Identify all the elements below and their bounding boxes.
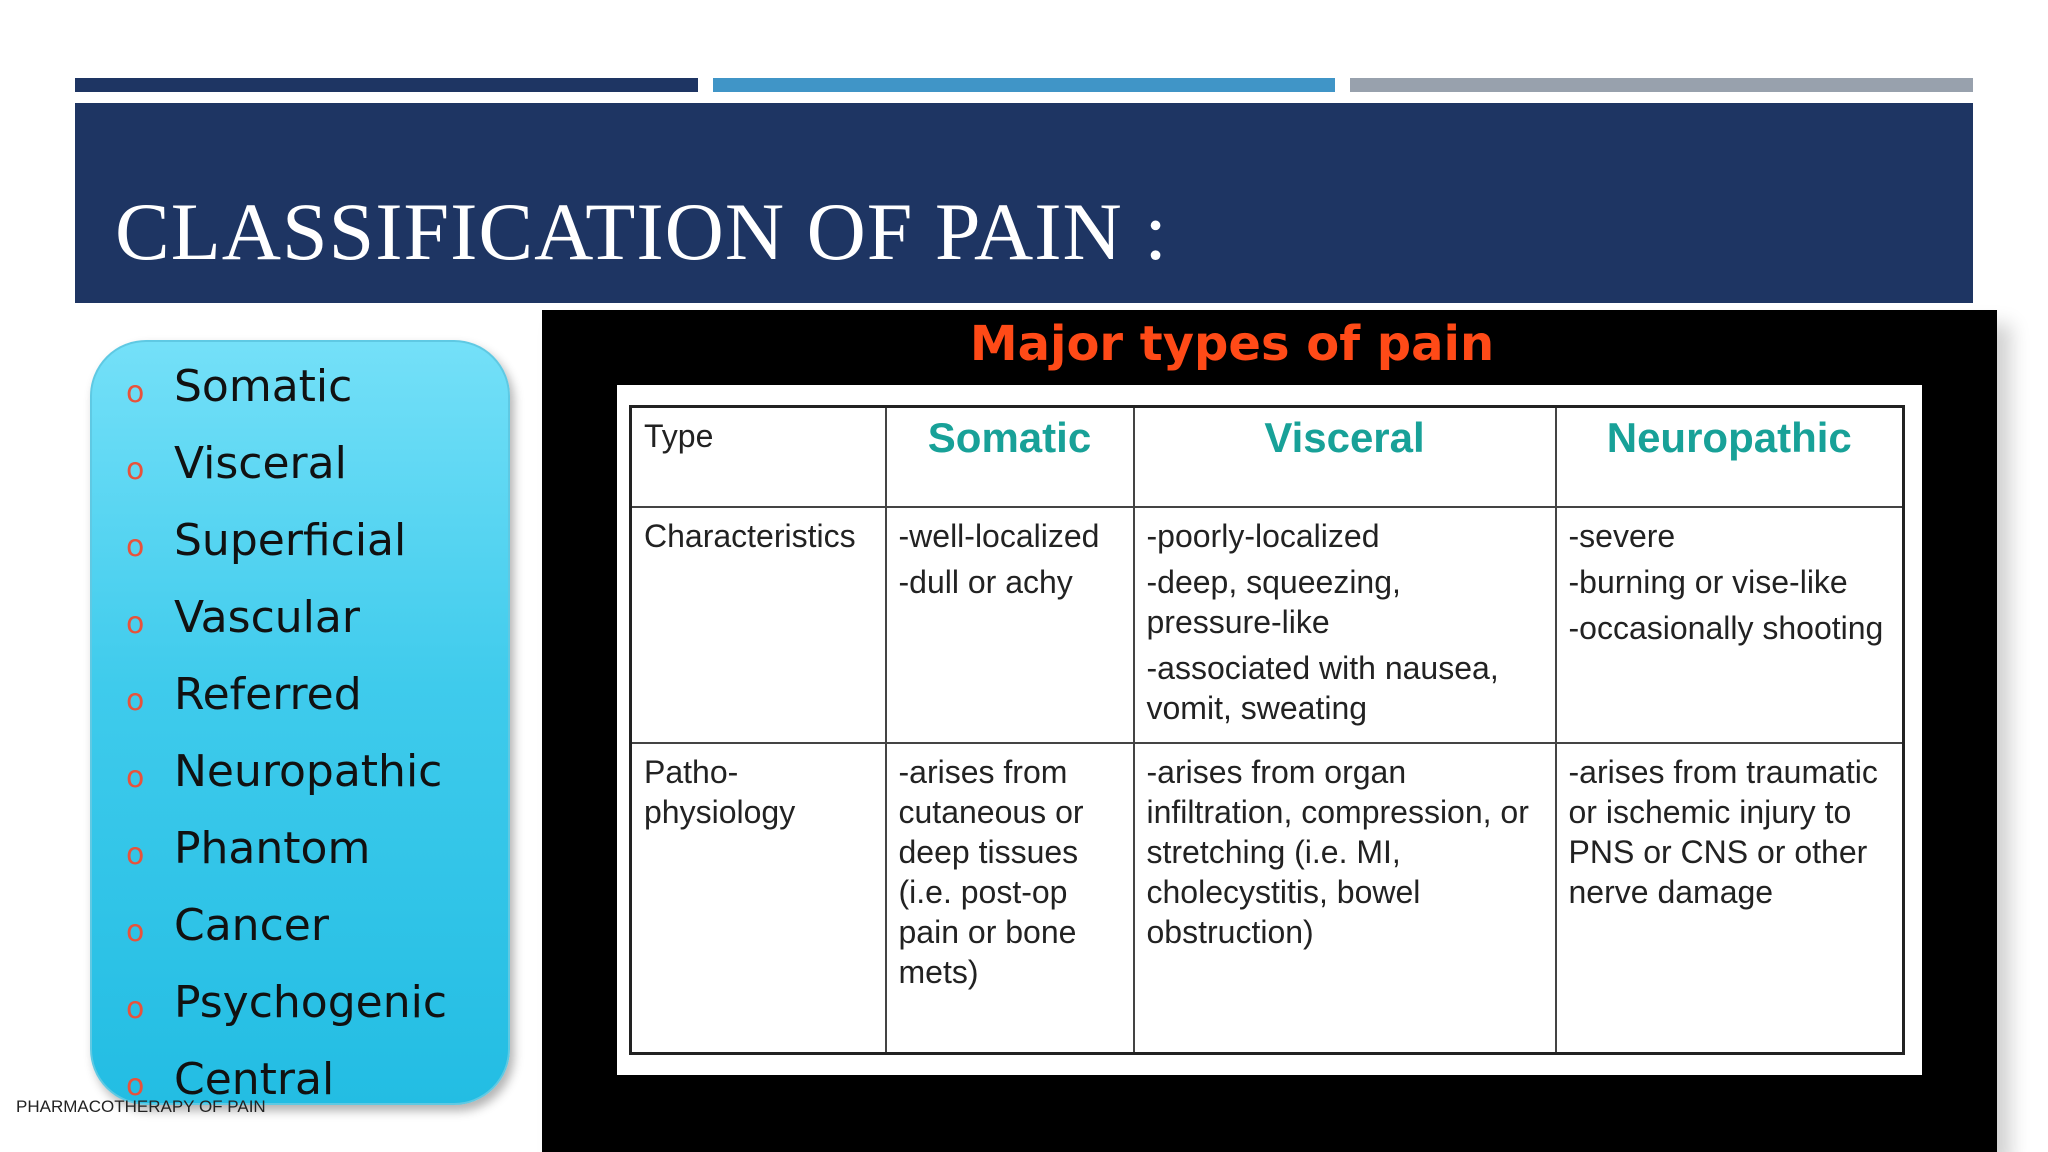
list-item-label: Phantom	[174, 823, 371, 874]
table-row	[631, 507, 1904, 743]
list-item-label: Superficial	[174, 515, 407, 566]
list-item-label: Neuropathic	[174, 746, 443, 797]
pain-types-box	[90, 340, 510, 1105]
slide-footer: PHARMACOTHERAPY OF PAIN	[16, 1097, 266, 1116]
circle-bullet-icon: o	[126, 452, 145, 487]
list-item-label: Vascular	[174, 592, 360, 643]
cell-line: -arises from cutaneous or deep tissues (i.e. post-op pain or bone mets)	[898, 753, 1084, 990]
list-item-label: Referred	[174, 669, 362, 720]
list-item-label: Psychogenic	[174, 977, 448, 1028]
list-item	[126, 425, 447, 502]
pain-types-list	[126, 348, 447, 1118]
table-cell	[1556, 507, 1904, 743]
cell-line: -arises from traumatic or ischemic injury to PNS or CNS or other nerve damage	[1568, 753, 1878, 910]
cell-line: -well-localized	[898, 517, 1100, 554]
header-cell-visceral: Visceral	[1134, 407, 1556, 507]
cell-line: -dull or achy	[898, 563, 1073, 600]
circle-bullet-icon: o	[126, 529, 145, 564]
row-label-pathophysiology: Patho-physiology	[631, 743, 886, 1054]
cell-line: -poorly-localized	[1146, 517, 1380, 554]
pain-types-picture	[542, 310, 1997, 1152]
table-row	[631, 743, 1904, 1054]
cell-line: -burning or vise-like	[1568, 563, 1848, 600]
circle-bullet-icon: o	[126, 991, 145, 1026]
circle-bullet-icon: o	[126, 375, 145, 410]
list-item	[126, 656, 447, 733]
accent-bar-gray	[1350, 78, 1973, 92]
circle-bullet-icon: o	[126, 1068, 145, 1103]
cell-line: -deep, squeezing, pressure-like	[1146, 563, 1401, 640]
circle-bullet-icon: o	[126, 837, 145, 872]
slide-title: CLASSIFICATION OF PAIN :	[115, 186, 1169, 277]
list-item	[126, 733, 447, 810]
list-item	[126, 348, 447, 425]
header-cell-somatic: Somatic	[886, 407, 1134, 507]
circle-bullet-icon: o	[126, 606, 145, 641]
list-item	[126, 964, 447, 1041]
pain-types-table	[629, 405, 1905, 1055]
accent-bar-blue	[713, 78, 1335, 92]
cell-line: -associated with nausea, vomit, sweating	[1146, 649, 1499, 726]
cell-line: -severe	[1568, 517, 1676, 554]
table-cell	[1556, 743, 1904, 1054]
list-item-label: Central	[174, 1054, 335, 1105]
list-item	[126, 502, 447, 579]
accent-bar-dark	[75, 78, 698, 92]
table-cell	[886, 507, 1134, 743]
list-item	[126, 810, 447, 887]
list-item-label: Cancer	[174, 900, 329, 951]
header-cell-neuropathic: Neuropathic	[1556, 407, 1904, 507]
row-label-characteristics: Characteristics	[631, 507, 886, 743]
list-item	[126, 887, 447, 964]
title-band	[75, 103, 1973, 303]
cell-line: -arises from organ infiltration, compression, or stretching (i.e. MI, cholecystitis, bowel obstruction)	[1146, 753, 1529, 950]
picture-title: Major types of pain	[969, 316, 1495, 372]
header-cell-type: Type	[631, 407, 886, 507]
list-item-label: Visceral	[174, 438, 347, 489]
list-item-label: Somatic	[174, 361, 353, 412]
list-item	[126, 579, 447, 656]
table-cell	[1134, 743, 1556, 1054]
table-cell	[1134, 507, 1556, 743]
table-cell	[886, 743, 1134, 1054]
circle-bullet-icon: o	[126, 683, 145, 718]
circle-bullet-icon: o	[126, 914, 145, 949]
cell-line: -occasionally shooting	[1568, 609, 1884, 646]
table-panel	[617, 385, 1922, 1075]
circle-bullet-icon: o	[126, 760, 145, 795]
table-header-row	[631, 407, 1904, 507]
